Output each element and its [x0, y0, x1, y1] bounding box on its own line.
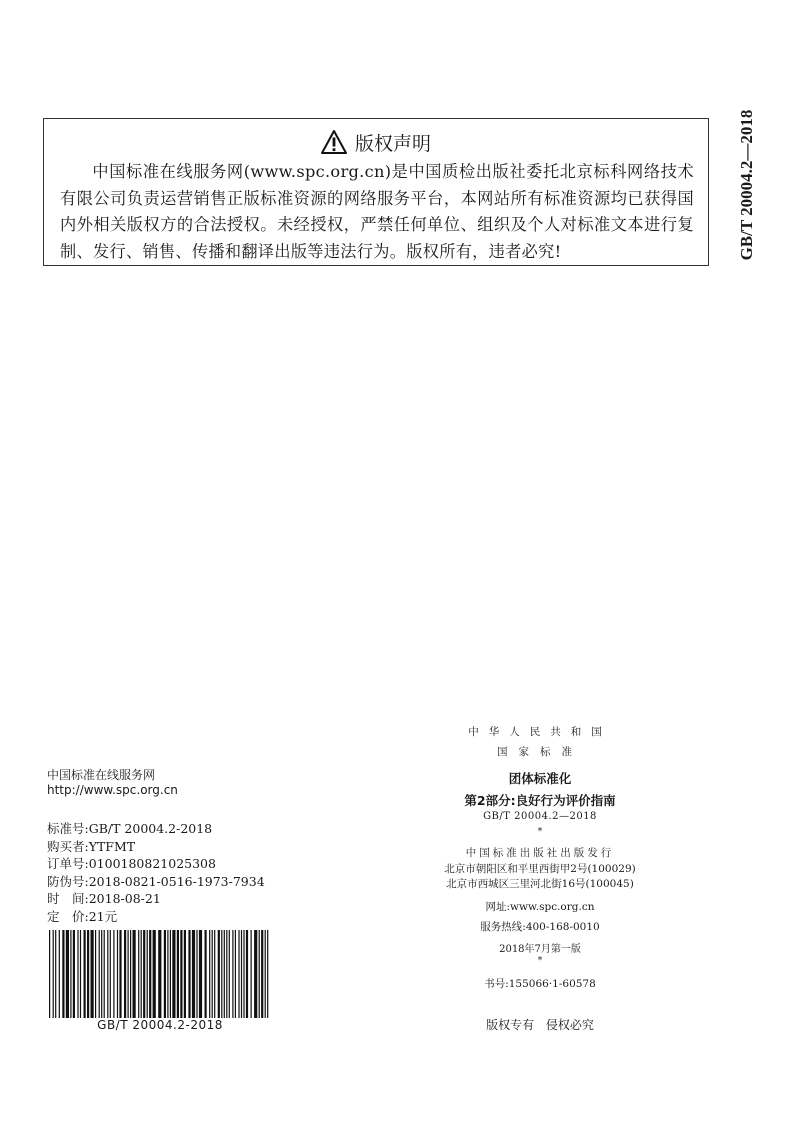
order-info-row: [47, 873, 265, 891]
barcode-bar: [192, 930, 195, 1018]
barcode-bar: [149, 930, 151, 1018]
order-info-value: GB/T 20004.2-2018: [88, 821, 213, 836]
order-info-value: 0100180821025308: [88, 856, 216, 872]
colophon-isbn: 书号:155066·1-60578: [484, 978, 596, 990]
barcode-bar: [218, 930, 220, 1018]
barcode-bar: [99, 930, 100, 1018]
barcode-bar: [113, 930, 114, 1018]
barcode-bar: [212, 930, 213, 1018]
barcode-bar: [104, 930, 105, 1018]
colophon-rights: 版权专有 侵权必究: [486, 1018, 594, 1032]
order-info-label: 标准号:: [47, 821, 89, 836]
side-standard-code-text: GB/T 20004.2—2018: [737, 109, 756, 261]
barcode-bar: [259, 930, 260, 1018]
barcode-bar: [172, 930, 175, 1018]
copyright-notice-title: 版权声明: [354, 132, 431, 155]
barcode-bar: [226, 930, 227, 1018]
online-service-url[interactable]: http://www.spc.org.cn: [47, 783, 178, 797]
barcode-bar: [164, 930, 166, 1018]
barcode-bar: [77, 930, 78, 1018]
barcode-bar: [80, 930, 81, 1018]
colophon-address: 北京市朝阳区和平里西街甲2号(100029): [444, 863, 636, 875]
barcode-bar: [209, 930, 210, 1018]
online-service-name: 中国标准在线服务网: [47, 768, 156, 782]
barcode-bar: [167, 930, 168, 1018]
barcode-bar: [205, 930, 207, 1018]
order-info-label: 定 价:: [47, 908, 89, 924]
copyright-notice-header: [44, 127, 708, 157]
order-info-value: 2018-0821-0516-1973-7934: [88, 873, 265, 889]
barcode-bar: [143, 930, 145, 1018]
barcode-bar: [128, 930, 129, 1018]
barcode-bar: [91, 930, 94, 1018]
barcode-bar: [62, 930, 64, 1018]
barcode-bar: [124, 930, 126, 1018]
order-info-value: 2018-08-21: [88, 891, 161, 907]
order-info-label: 时 间:: [47, 891, 89, 907]
barcode-bar: [243, 930, 244, 1018]
barcode-bar: [241, 930, 242, 1018]
barcode-bar: [177, 930, 179, 1018]
order-info-row: [47, 838, 265, 856]
colophon-standard-code: GB/T 20004.2—2018: [483, 811, 597, 822]
barcode-bar: [229, 930, 230, 1018]
order-info-list: [47, 820, 265, 926]
barcode-bar: [188, 930, 190, 1018]
barcode-bar: [251, 930, 252, 1018]
barcode-bar: [87, 930, 89, 1018]
barcode-bar: [119, 930, 121, 1018]
barcode-bar: [133, 930, 136, 1018]
barcode-bar: [138, 930, 139, 1018]
colophon-edition: 2018年7月第一版: [499, 944, 581, 955]
order-info-value: YTFMT: [88, 838, 136, 854]
barcode-bar: [95, 930, 96, 1018]
barcode-bar: [214, 930, 215, 1018]
barcode-bar: [53, 930, 54, 1018]
order-info-label: 购买者:: [47, 838, 89, 854]
copyright-notice-box: [43, 118, 709, 266]
colophon-national-standard: 国家标准: [497, 746, 583, 758]
barcode-bar: [153, 930, 156, 1018]
barcode-bar: [70, 930, 71, 1018]
barcode-bar: [84, 930, 86, 1018]
barcode-text: GB/T 20004.2-2018: [97, 1018, 223, 1032]
barcode-bar: [180, 930, 182, 1018]
barcode-bar: [238, 930, 239, 1018]
warning-triangle-icon: [321, 130, 347, 154]
barcode-bar: [199, 930, 202, 1018]
order-info-row: [47, 908, 265, 926]
barcode-bar: [254, 930, 257, 1018]
colophon-separator: *: [537, 827, 543, 837]
order-info-row: [47, 890, 265, 908]
barcode-bar: [261, 930, 263, 1018]
order-info-label: 防伪号:: [47, 873, 89, 889]
barcode-bar: [110, 930, 111, 1018]
colophon-address: 北京市西城区三里河北街16号(100045): [446, 878, 634, 890]
colophon-part-title: 第2部分:良好行为评价指南: [464, 793, 616, 808]
barcode-bar: [265, 930, 266, 1018]
copyright-notice-body: 中国标准在线服务网(www.spc.org.cn)是中国质检出版社委托北京标科网络技术有限公司负责运营销售正版标准资源的网络服务平台，本网站所有标准资源均已获得国内外相关版权方的合法授权。未经授权，严禁任何单位、组织及个人对标准文本进行复制、发行、销售、传播和翻译出版等违法行为。版权所有，违者必究!: [60, 162, 694, 261]
barcode-bar: [196, 930, 197, 1018]
barcode-bar: [59, 930, 60, 1018]
barcode-bar: [224, 930, 225, 1018]
colophon-website: 网址:www.spc.org.cn: [485, 901, 595, 913]
barcode-bar: [66, 930, 69, 1018]
barcode-bar: [147, 930, 148, 1018]
barcode-bar: [101, 930, 102, 1018]
barcode-bar: [221, 930, 222, 1018]
colophon-publisher: 中国标准出版社出版发行: [465, 847, 615, 859]
barcode-bar: [49, 930, 50, 1018]
barcode-bar: [117, 930, 118, 1018]
barcode-image: [47, 930, 273, 1018]
colophon-standard-type: 团体标准化: [508, 771, 572, 786]
order-info-row: [47, 855, 265, 873]
barcode-bar: [130, 930, 131, 1018]
colophon-hotline: 服务热线:400-168-0010: [480, 921, 600, 933]
barcode-bar: [107, 930, 108, 1018]
barcode-bar: [141, 930, 142, 1018]
barcode-bar: [73, 930, 75, 1018]
colophon-separator: *: [537, 956, 543, 966]
barcode-bar: [232, 930, 233, 1018]
side-standard-code: [726, 100, 768, 270]
barcode-bar: [170, 930, 171, 1018]
barcode-bar: [235, 930, 236, 1018]
barcode-bar: [246, 930, 248, 1018]
colophon-country: 中华人民共和国: [468, 726, 612, 738]
order-info-value: 21元: [88, 908, 118, 924]
order-info-label: 订单号:: [47, 856, 89, 872]
barcode-bar: [158, 930, 161, 1018]
barcode-bar: [55, 930, 56, 1018]
order-info-row: [47, 820, 265, 838]
barcode-bar: [184, 930, 186, 1018]
barcode-bar: [267, 930, 268, 1018]
